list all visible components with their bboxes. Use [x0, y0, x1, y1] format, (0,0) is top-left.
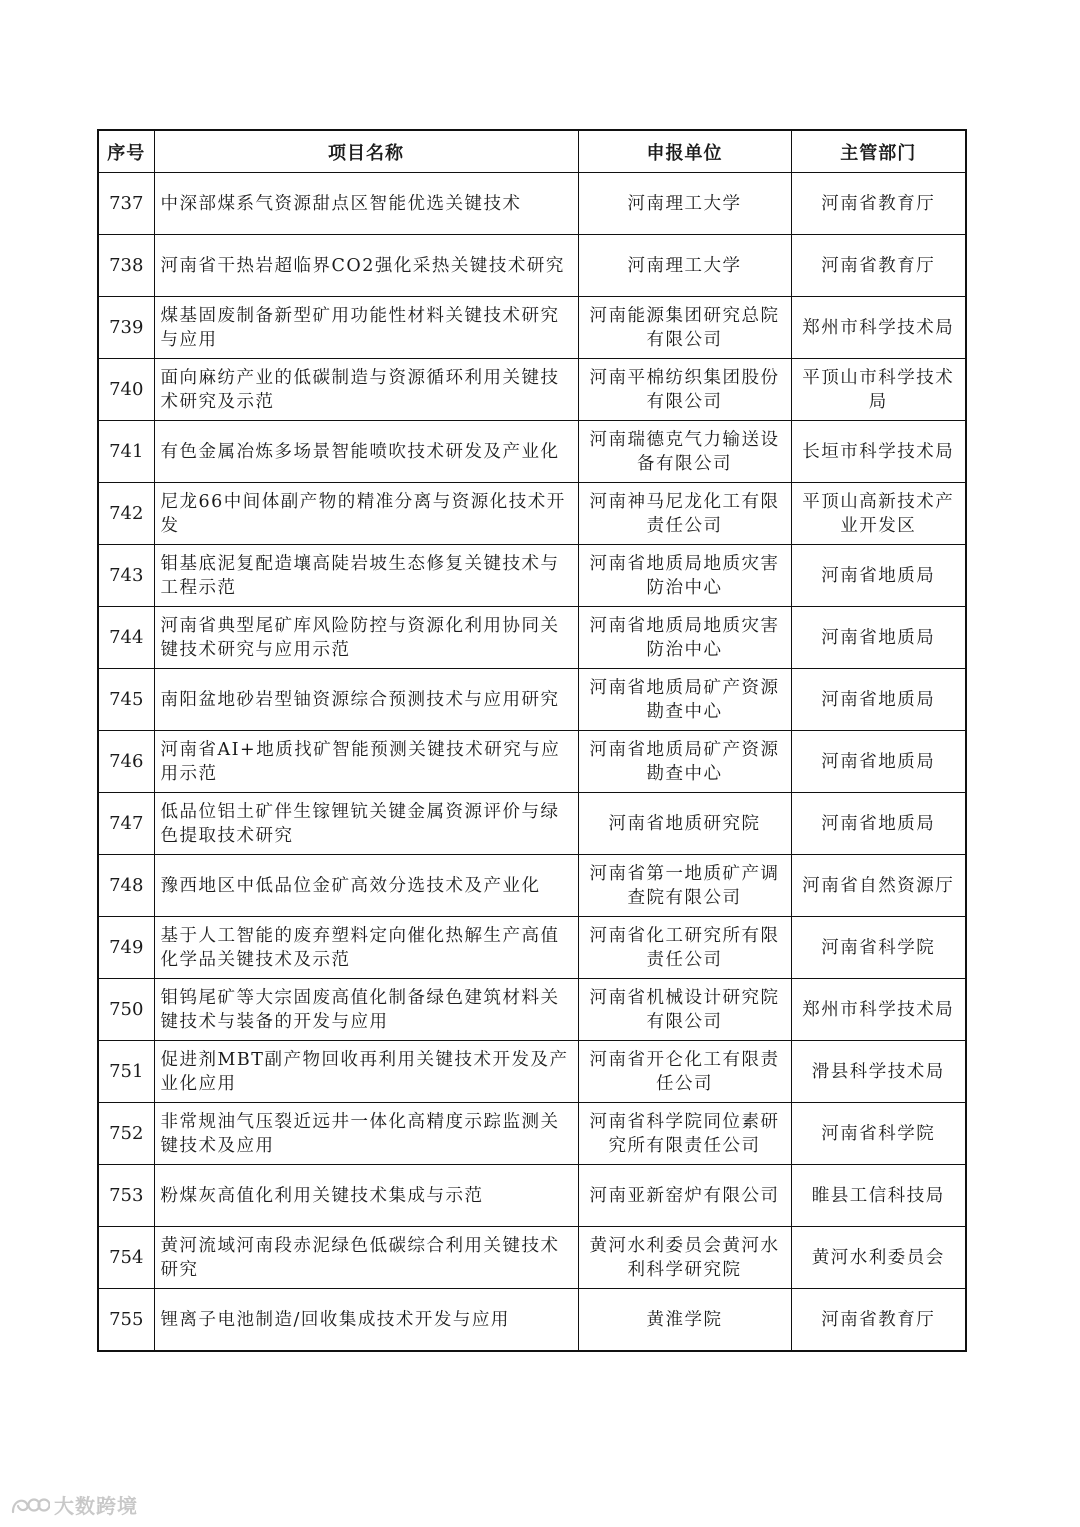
- cell-serial-number: 745: [98, 669, 154, 731]
- cell-applicant-unit: 河南省开仑化工有限责任公司: [578, 1041, 791, 1103]
- cell-project-name: 非常规油气压裂近远井一体化高精度示踪监测关键技术及应用: [154, 1103, 578, 1165]
- cell-applicant-unit: 河南神马尼龙化工有限责任公司: [578, 483, 791, 545]
- table-row: [98, 1165, 966, 1227]
- cell-project-name: 有色金属冶炼多场景智能喷吹技术研发及产业化: [154, 421, 578, 483]
- cell-project-name: 面向麻纺产业的低碳制造与资源循环利用关键技术研究及示范: [154, 359, 578, 421]
- watermark: [10, 1490, 138, 1519]
- cell-serial-number: 751: [98, 1041, 154, 1103]
- brand-logo-icon: [10, 1494, 50, 1516]
- cell-applicant-unit: 河南瑞德克气力输送设备有限公司: [578, 421, 791, 483]
- header-row: [98, 130, 966, 173]
- table-row: [98, 1289, 966, 1352]
- table-row: [98, 793, 966, 855]
- table-row: [98, 297, 966, 359]
- cell-applicant-unit: 河南省地质局地质灾害防治中心: [578, 607, 791, 669]
- cell-applicant-unit: 河南平棉纺织集团股份有限公司: [578, 359, 791, 421]
- cell-serial-number: 754: [98, 1227, 154, 1289]
- cell-supervising-department: 郑州市科学技术局: [791, 297, 966, 359]
- table-row: [98, 669, 966, 731]
- table-row: [98, 235, 966, 297]
- cell-serial-number: 749: [98, 917, 154, 979]
- cell-supervising-department: 河南省地质局: [791, 793, 966, 855]
- cell-supervising-department: 河南省教育厅: [791, 1289, 966, 1352]
- cell-applicant-unit: 河南省科学院同位素研究所有限责任公司: [578, 1103, 791, 1165]
- cell-serial-number: 752: [98, 1103, 154, 1165]
- cell-applicant-unit: 河南省地质局矿产资源勘查中心: [578, 731, 791, 793]
- cell-serial-number: 741: [98, 421, 154, 483]
- cell-project-name: 促进剂MBT副产物回收再利用关键技术开发及产业化应用: [154, 1041, 578, 1103]
- cell-applicant-unit: 黄淮学院: [578, 1289, 791, 1352]
- table-row: [98, 545, 966, 607]
- cell-applicant-unit: 河南省第一地质矿产调查院有限公司: [578, 855, 791, 917]
- cell-serial-number: 740: [98, 359, 154, 421]
- cell-project-name: 基于人工智能的废弃塑料定向催化热解生产高值化学品关键技术及示范: [154, 917, 578, 979]
- cell-supervising-department: 平顶山高新技术产业开发区: [791, 483, 966, 545]
- cell-project-name: 煤基固废制备新型矿用功能性材料关键技术研究与应用: [154, 297, 578, 359]
- cell-applicant-unit: 河南能源集团研究总院有限公司: [578, 297, 791, 359]
- table-row: [98, 1041, 966, 1103]
- cell-supervising-department: 河南省教育厅: [791, 235, 966, 297]
- cell-project-name: 河南省AI+地质找矿智能预测关键技术研究与应用示范: [154, 731, 578, 793]
- cell-supervising-department: 河南省科学院: [791, 917, 966, 979]
- cell-serial-number: 742: [98, 483, 154, 545]
- cell-supervising-department: 睢县工信科技局: [791, 1165, 966, 1227]
- cell-project-name: 南阳盆地砂岩型铀资源综合预测技术与应用研究: [154, 669, 578, 731]
- cell-supervising-department: 河南省地质局: [791, 731, 966, 793]
- cell-supervising-department: 河南省地质局: [791, 545, 966, 607]
- cell-project-name: 黄河流域河南段赤泥绿色低碳综合利用关键技术研究: [154, 1227, 578, 1289]
- cell-project-name: 豫西地区中低品位金矿高效分选技术及产业化: [154, 855, 578, 917]
- cell-applicant-unit: 河南理工大学: [578, 173, 791, 235]
- cell-serial-number: 739: [98, 297, 154, 359]
- cell-supervising-department: 长垣市科学技术局: [791, 421, 966, 483]
- cell-supervising-department: 郑州市科学技术局: [791, 979, 966, 1041]
- header-serial-number: 序号: [98, 130, 154, 173]
- cell-supervising-department: 河南省自然资源厅: [791, 855, 966, 917]
- cell-project-name: 钼基底泥复配造壤高陡岩坡生态修复关键技术与工程示范: [154, 545, 578, 607]
- cell-serial-number: 746: [98, 731, 154, 793]
- cell-supervising-department: 滑县科学技术局: [791, 1041, 966, 1103]
- cell-project-name: 粉煤灰高值化利用关键技术集成与示范: [154, 1165, 578, 1227]
- cell-applicant-unit: 河南理工大学: [578, 235, 791, 297]
- table-row: [98, 483, 966, 545]
- cell-applicant-unit: 河南亚新窑炉有限公司: [578, 1165, 791, 1227]
- cell-project-name: 尼龙66中间体副产物的精准分离与资源化技术开发: [154, 483, 578, 545]
- cell-supervising-department: 河南省地质局: [791, 607, 966, 669]
- table-body: [98, 173, 966, 1352]
- cell-serial-number: 748: [98, 855, 154, 917]
- cell-applicant-unit: 河南省机械设计研究院有限公司: [578, 979, 791, 1041]
- cell-serial-number: 755: [98, 1289, 154, 1352]
- header-applicant-unit: 申报单位: [578, 130, 791, 173]
- cell-project-name: 河南省干热岩超临界CO2强化采热关键技术研究: [154, 235, 578, 297]
- cell-project-name: 锂离子电池制造/回收集成技术开发与应用: [154, 1289, 578, 1352]
- project-list-table: [97, 129, 967, 1352]
- table-header: [98, 130, 966, 173]
- cell-supervising-department: 河南省教育厅: [791, 173, 966, 235]
- cell-serial-number: 750: [98, 979, 154, 1041]
- header-supervising-department: 主管部门: [791, 130, 966, 173]
- table-row: [98, 855, 966, 917]
- cell-applicant-unit: 河南省地质局地质灾害防治中心: [578, 545, 791, 607]
- table-row: [98, 607, 966, 669]
- table-row: [98, 359, 966, 421]
- table-row: [98, 917, 966, 979]
- header-project-name: 项目名称: [154, 130, 578, 173]
- table-row: [98, 421, 966, 483]
- cell-supervising-department: 河南省科学院: [791, 1103, 966, 1165]
- cell-serial-number: 744: [98, 607, 154, 669]
- table-row: [98, 173, 966, 235]
- table-row: [98, 731, 966, 793]
- cell-project-name: 河南省典型尾矿库风险防控与资源化利用协同关键技术研究与应用示范: [154, 607, 578, 669]
- cell-serial-number: 738: [98, 235, 154, 297]
- cell-project-name: 低品位铝土矿伴生镓锂钪关键金属资源评价与绿色提取技术研究: [154, 793, 578, 855]
- cell-applicant-unit: 河南省化工研究所有限责任公司: [578, 917, 791, 979]
- cell-supervising-department: 平顶山市科学技术局: [791, 359, 966, 421]
- table-row: [98, 1227, 966, 1289]
- table-row: [98, 979, 966, 1041]
- cell-supervising-department: 黄河水利委员会: [791, 1227, 966, 1289]
- cell-applicant-unit: 河南省地质研究院: [578, 793, 791, 855]
- cell-serial-number: 743: [98, 545, 154, 607]
- cell-project-name: 中深部煤系气资源甜点区智能优选关键技术: [154, 173, 578, 235]
- cell-serial-number: 747: [98, 793, 154, 855]
- cell-applicant-unit: 黄河水利委员会黄河水利科学研究院: [578, 1227, 791, 1289]
- watermark-text: 大数跨境: [54, 1494, 138, 1518]
- table-row: [98, 1103, 966, 1165]
- cell-serial-number: 753: [98, 1165, 154, 1227]
- cell-supervising-department: 河南省地质局: [791, 669, 966, 731]
- cell-serial-number: 737: [98, 173, 154, 235]
- cell-project-name: 钼钨尾矿等大宗固废高值化制备绿色建筑材料关键技术与装备的开发与应用: [154, 979, 578, 1041]
- cell-applicant-unit: 河南省地质局矿产资源勘查中心: [578, 669, 791, 731]
